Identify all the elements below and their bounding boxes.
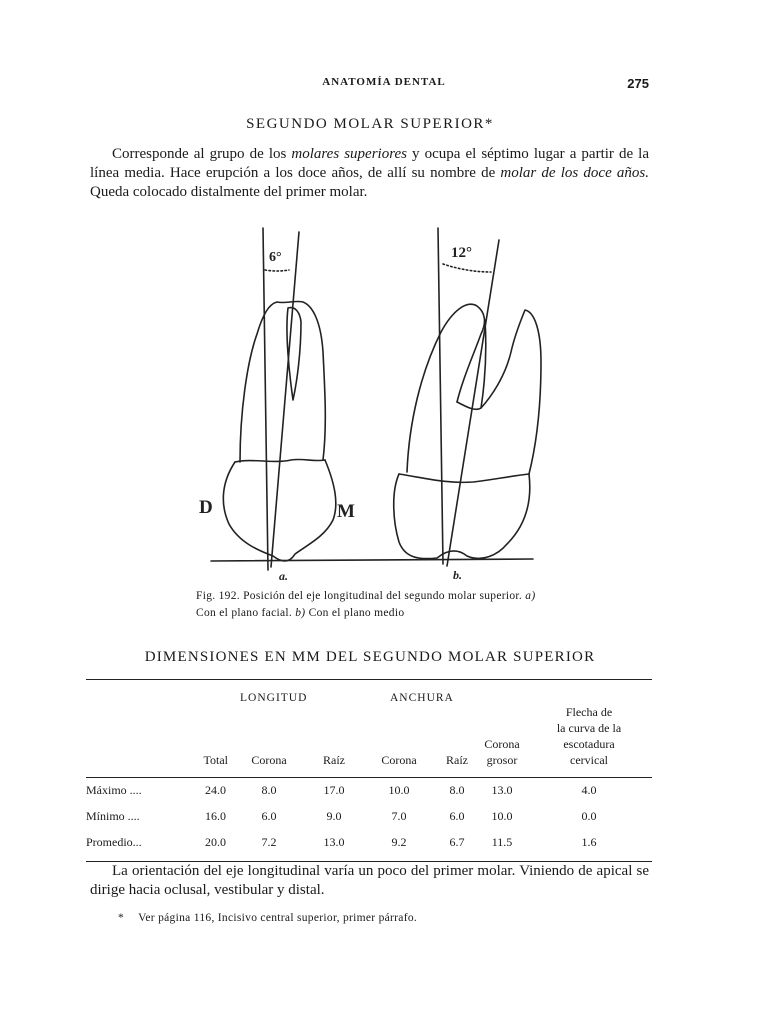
mesial-label: M <box>337 501 355 522</box>
tooth-b-root-mesial <box>481 310 541 474</box>
table-cell: 1.6 <box>581 835 597 849</box>
column-header: Raíz <box>446 752 468 767</box>
tooth-b-cervical-line <box>399 474 529 482</box>
tooth-a-root <box>240 301 325 462</box>
tooth-a-long-axis <box>271 232 299 567</box>
table-cell: 6.0 <box>449 809 465 823</box>
closing-paragraph <box>90 862 649 900</box>
table-cell: 0.0 <box>581 809 597 823</box>
caption-run: Con el plano facial. <box>196 607 296 619</box>
sub-label-b: b. <box>453 568 462 582</box>
table-cell: 6.0 <box>261 809 277 823</box>
table-cell: 16.0 <box>205 809 226 823</box>
column-header: Flecha de la curva de la escotadura cervical <box>556 704 622 767</box>
caption-run: Fig. 192. Posición del eje longitudinal del segundo molar superior. <box>196 590 526 602</box>
tooth-b-angle-arc <box>443 264 491 272</box>
table-cell: 17.0 <box>323 783 345 798</box>
tooth-b-long-axis <box>447 240 499 566</box>
caption-run: a) <box>525 590 536 602</box>
footnote-mark: * <box>118 912 125 924</box>
table-cell: 8.0 <box>449 783 465 798</box>
tooth-a-drawing <box>223 228 335 570</box>
intro-run: molares superiores <box>291 146 407 162</box>
table-title: DIMENSIONES EN MM DEL SEGUNDO MOLAR SUPERIOR <box>144 649 596 665</box>
table-cell: 4.0 <box>581 783 597 798</box>
figure-caption <box>196 588 546 622</box>
intro-paragraph-text <box>90 145 649 202</box>
column-header: Corona grosor <box>484 736 520 767</box>
column-header: Raíz <box>323 752 345 767</box>
column-header: Total <box>203 752 228 767</box>
footnote-text: Ver página 116, Incisivo central superior, primer párrafo. <box>138 912 418 924</box>
angle-label-a: 6° <box>269 250 282 265</box>
table-cell: 6.7 <box>449 835 465 849</box>
tooth-b-drawing <box>394 228 541 566</box>
column-header: Corona <box>251 752 287 767</box>
intro-run: molar de los doce años. <box>500 165 649 181</box>
table-cell: 8.0 <box>261 783 277 798</box>
section-title: SEGUNDO MOLAR SUPERIOR* <box>246 116 494 132</box>
table-cell: 24.0 <box>205 783 226 798</box>
caption-run: b) <box>295 607 306 619</box>
distal-label: D <box>199 497 213 518</box>
table-cell: 9.0 <box>326 809 342 823</box>
row-label: Mínimo .... <box>86 809 140 823</box>
intro-run: Corresponde al grupo de los <box>112 146 292 162</box>
row-label: Máximo .... <box>86 783 142 798</box>
running-head: ANATOMÍA DENTAL <box>322 76 446 88</box>
closing-paragraph-text: La orientación del eje longitudinal varía un poco del primer molar. Viniendo de apical se dirige hacia oclusal, vestibular y distal. <box>90 863 649 898</box>
table-cell: 7.0 <box>391 809 407 823</box>
intro-run: Queda colocado distalmente del primer molar. <box>90 184 368 200</box>
table-cell: 10.0 <box>388 783 410 798</box>
tooth-b-crown <box>394 474 530 559</box>
table-cell: 13.0 <box>323 835 345 849</box>
figure-192 <box>185 222 545 589</box>
table-cell: 10.0 <box>491 809 513 823</box>
figure-caption-text <box>196 590 535 619</box>
table-cell: 20.0 <box>205 835 226 849</box>
sub-label-a: a. <box>279 569 288 583</box>
intro-paragraph <box>90 145 649 202</box>
tooth-b-furcation <box>457 402 481 409</box>
tooth-a-vertical-line <box>263 228 268 570</box>
column-header: Corona <box>381 752 417 767</box>
page-number: 275 <box>627 76 649 91</box>
tooth-b-vertical-line <box>438 228 443 564</box>
table-cell: 13.0 <box>491 783 513 798</box>
table-row <box>86 830 652 856</box>
molar-axis-illustration <box>185 222 545 584</box>
tooth-b-root-palatal <box>407 304 484 472</box>
angle-label-b: 12° <box>451 245 472 261</box>
dimensions-table <box>86 679 652 862</box>
row-label: Promedio... <box>86 835 142 849</box>
group-header-anchura: ANCHURA <box>390 691 454 704</box>
table-cell: 11.5 <box>491 835 513 849</box>
tooth-a-crown <box>223 460 335 561</box>
occlusal-baseline <box>211 559 533 561</box>
table-row <box>86 778 652 804</box>
intro-run: y ocupa el séptimo lugar a partir de la línea media. Hace erupción a los doce años, de allí su nombre de <box>90 146 649 181</box>
group-header-longitud: LONGITUD <box>240 691 308 704</box>
tooth-a-angle-arc <box>265 270 289 271</box>
table-row <box>86 804 652 830</box>
table-cell: 7.2 <box>261 835 277 849</box>
footnote <box>118 912 638 924</box>
table-cell: 9.2 <box>391 835 407 849</box>
caption-run: Con el plano medio <box>305 607 405 619</box>
